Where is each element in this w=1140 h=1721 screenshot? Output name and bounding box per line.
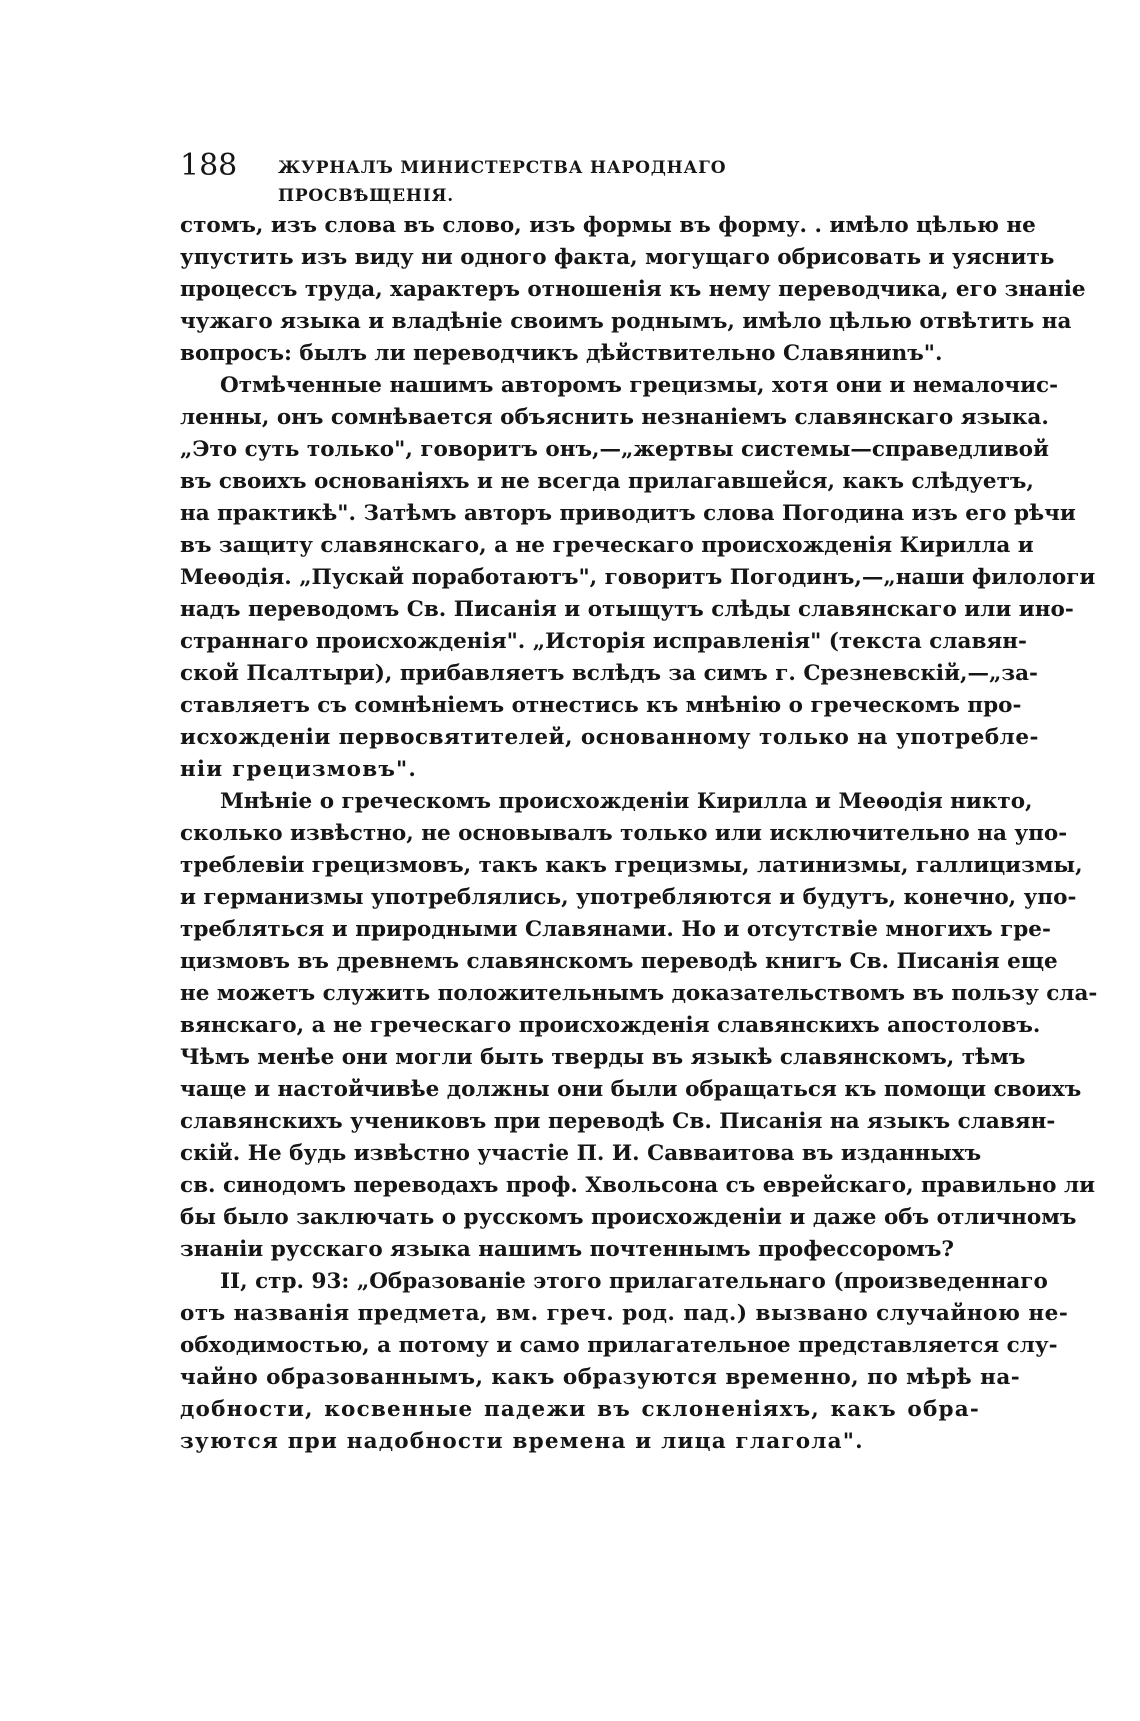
text-line: добности, косвенные падежи въ склоненіяхъ, какъ обра- xyxy=(180,1397,980,1422)
text-line: стомъ, изъ слова въ слово, изъ формы въ форму. . имѣло цѣлью не xyxy=(180,213,1036,238)
text-line: треблевіи грецизмовъ, такъ какъ грецизмы, латинизмы, галлицизмы, xyxy=(180,853,1083,878)
text-line: и германизмы употреблялись, употребляются и будутъ, конечно, упо- xyxy=(180,885,1077,910)
text-line: ской Псалтыри), прибавляетъ вслѣдъ за симъ г. Срезневскій,—„за- xyxy=(180,661,1038,686)
text-line: отъ названія предмета, вм. греч. род. пад.) вызвано случайною не- xyxy=(180,1301,1069,1326)
text-line: зуются при надобности времена и лица глагола". xyxy=(180,1429,864,1454)
text-line: страннаго происхожденія". „Исторія исправленія" (текста славян- xyxy=(180,629,1027,654)
text-line: бы было заключать о русскомъ происхожденіи и даже объ отличномъ xyxy=(180,1205,1077,1230)
page-number: 188 xyxy=(180,148,238,183)
text-line: сколько извѣстно, не основывалъ только или исключительно на упо- xyxy=(180,821,1068,846)
text-line: не можетъ служить положительнымъ доказательствомъ въ пользу сла- xyxy=(180,981,1098,1006)
text-line: обходимостью, а потому и само прилагательное представляется слу- xyxy=(180,1333,1058,1358)
text-line: Мнѣніе о греческомъ происхожденіи Кирилла и Меѳодія никто, xyxy=(220,789,1033,814)
body-text xyxy=(180,210,1098,1458)
text-line: въ своихъ основаніяхъ и не всегда прилагавшейся, какъ слѣдуетъ, xyxy=(180,469,1034,494)
page-header xyxy=(180,146,880,206)
text-line: Чѣмъ менѣе они могли быть тверды въ языкѣ славянскомъ, тѣмъ xyxy=(180,1045,1026,1070)
text-line: цизмовъ въ древнемъ славянскомъ переводѣ книгъ Св. Писанія еще xyxy=(180,949,1058,974)
text-line: ставляетъ съ сомнѣніемъ отнестись къ мнѣнію о греческомъ про- xyxy=(180,693,1022,718)
text-line: чайно образованнымъ, какъ образуются временно, по мѣрѣ на- xyxy=(180,1365,1021,1390)
text-line: Меѳодія. „Пускай поработаютъ", говоритъ Погодинъ,—„наши филологи xyxy=(180,565,1096,590)
text-line: Отмѣченные нашимъ авторомъ грецизмы, хотя они и немалочис- xyxy=(220,373,1059,398)
text-line: ленны, онъ сомнѣвается объяснить незнаніемъ славянскаго языка. xyxy=(180,405,1049,430)
text-line: вопросъ: былъ ли переводчикъ дѣйствительно Славяниnъ". xyxy=(180,341,943,366)
text-line: упустить изъ виду ни одного факта, могущаго обрисовать и уяснить xyxy=(180,245,1055,270)
text-line: процессъ труда, характеръ отношенія къ нему переводчика, его знаніе xyxy=(180,277,1086,302)
text-line: на практикѣ". Затѣмъ авторъ приводитъ слова Погодина изъ его рѣчи xyxy=(180,501,1076,526)
text-line: славянскихъ учениковъ при переводѣ Св. Писанія на языкъ славян- xyxy=(180,1109,1056,1134)
text-line: скій. Не будь извѣстно участіе П. И. Савваитова въ изданныхъ xyxy=(180,1141,982,1166)
text-line: св. синодомъ переводахъ проф. Хвольсона съ еврейскаго, правильно ли xyxy=(180,1173,1096,1198)
text-line: требляться и природными Славянами. Но и отсутствіе многихъ гре- xyxy=(180,917,1051,942)
text-line: чужаго языка и владѣніе своимъ роднымъ, имѣло цѣлью отвѣтить на xyxy=(180,309,1072,334)
text-line: чаще и настойчивѣе должны они были обращаться къ помощи своихъ xyxy=(180,1077,1082,1102)
text-line: знаніи русскаго языка нашимъ почтеннымъ профессоромъ? xyxy=(180,1237,954,1262)
text-line: исхожденіи первосвятителей, основанному только на употребле- xyxy=(180,725,1039,750)
text-line: вянскаго, а не греческаго происхожденія славянскихъ апостоловъ. xyxy=(180,1013,1041,1038)
text-line: ніи грецизмовъ". xyxy=(180,757,418,782)
text-line: надъ переводомъ Св. Писанія и отыщутъ слѣды славянскаго или ино- xyxy=(180,597,1074,622)
text-line: „Это суть только", говоритъ онъ,—„жертвы системы—справедливой xyxy=(180,437,1049,462)
running-head: ЖУРНАЛЪ МИНИСТЕРСТВА НАРОДНАГО ПРОСВѢЩЕНІЯ. xyxy=(278,158,727,206)
text-line: II, стр. 93: „Образованіе этого прилагательнаго (произведеннаго xyxy=(220,1269,1048,1294)
text-line: въ защиту славянскаго, а не греческаго происхожденія Кирилла и xyxy=(180,533,1034,558)
